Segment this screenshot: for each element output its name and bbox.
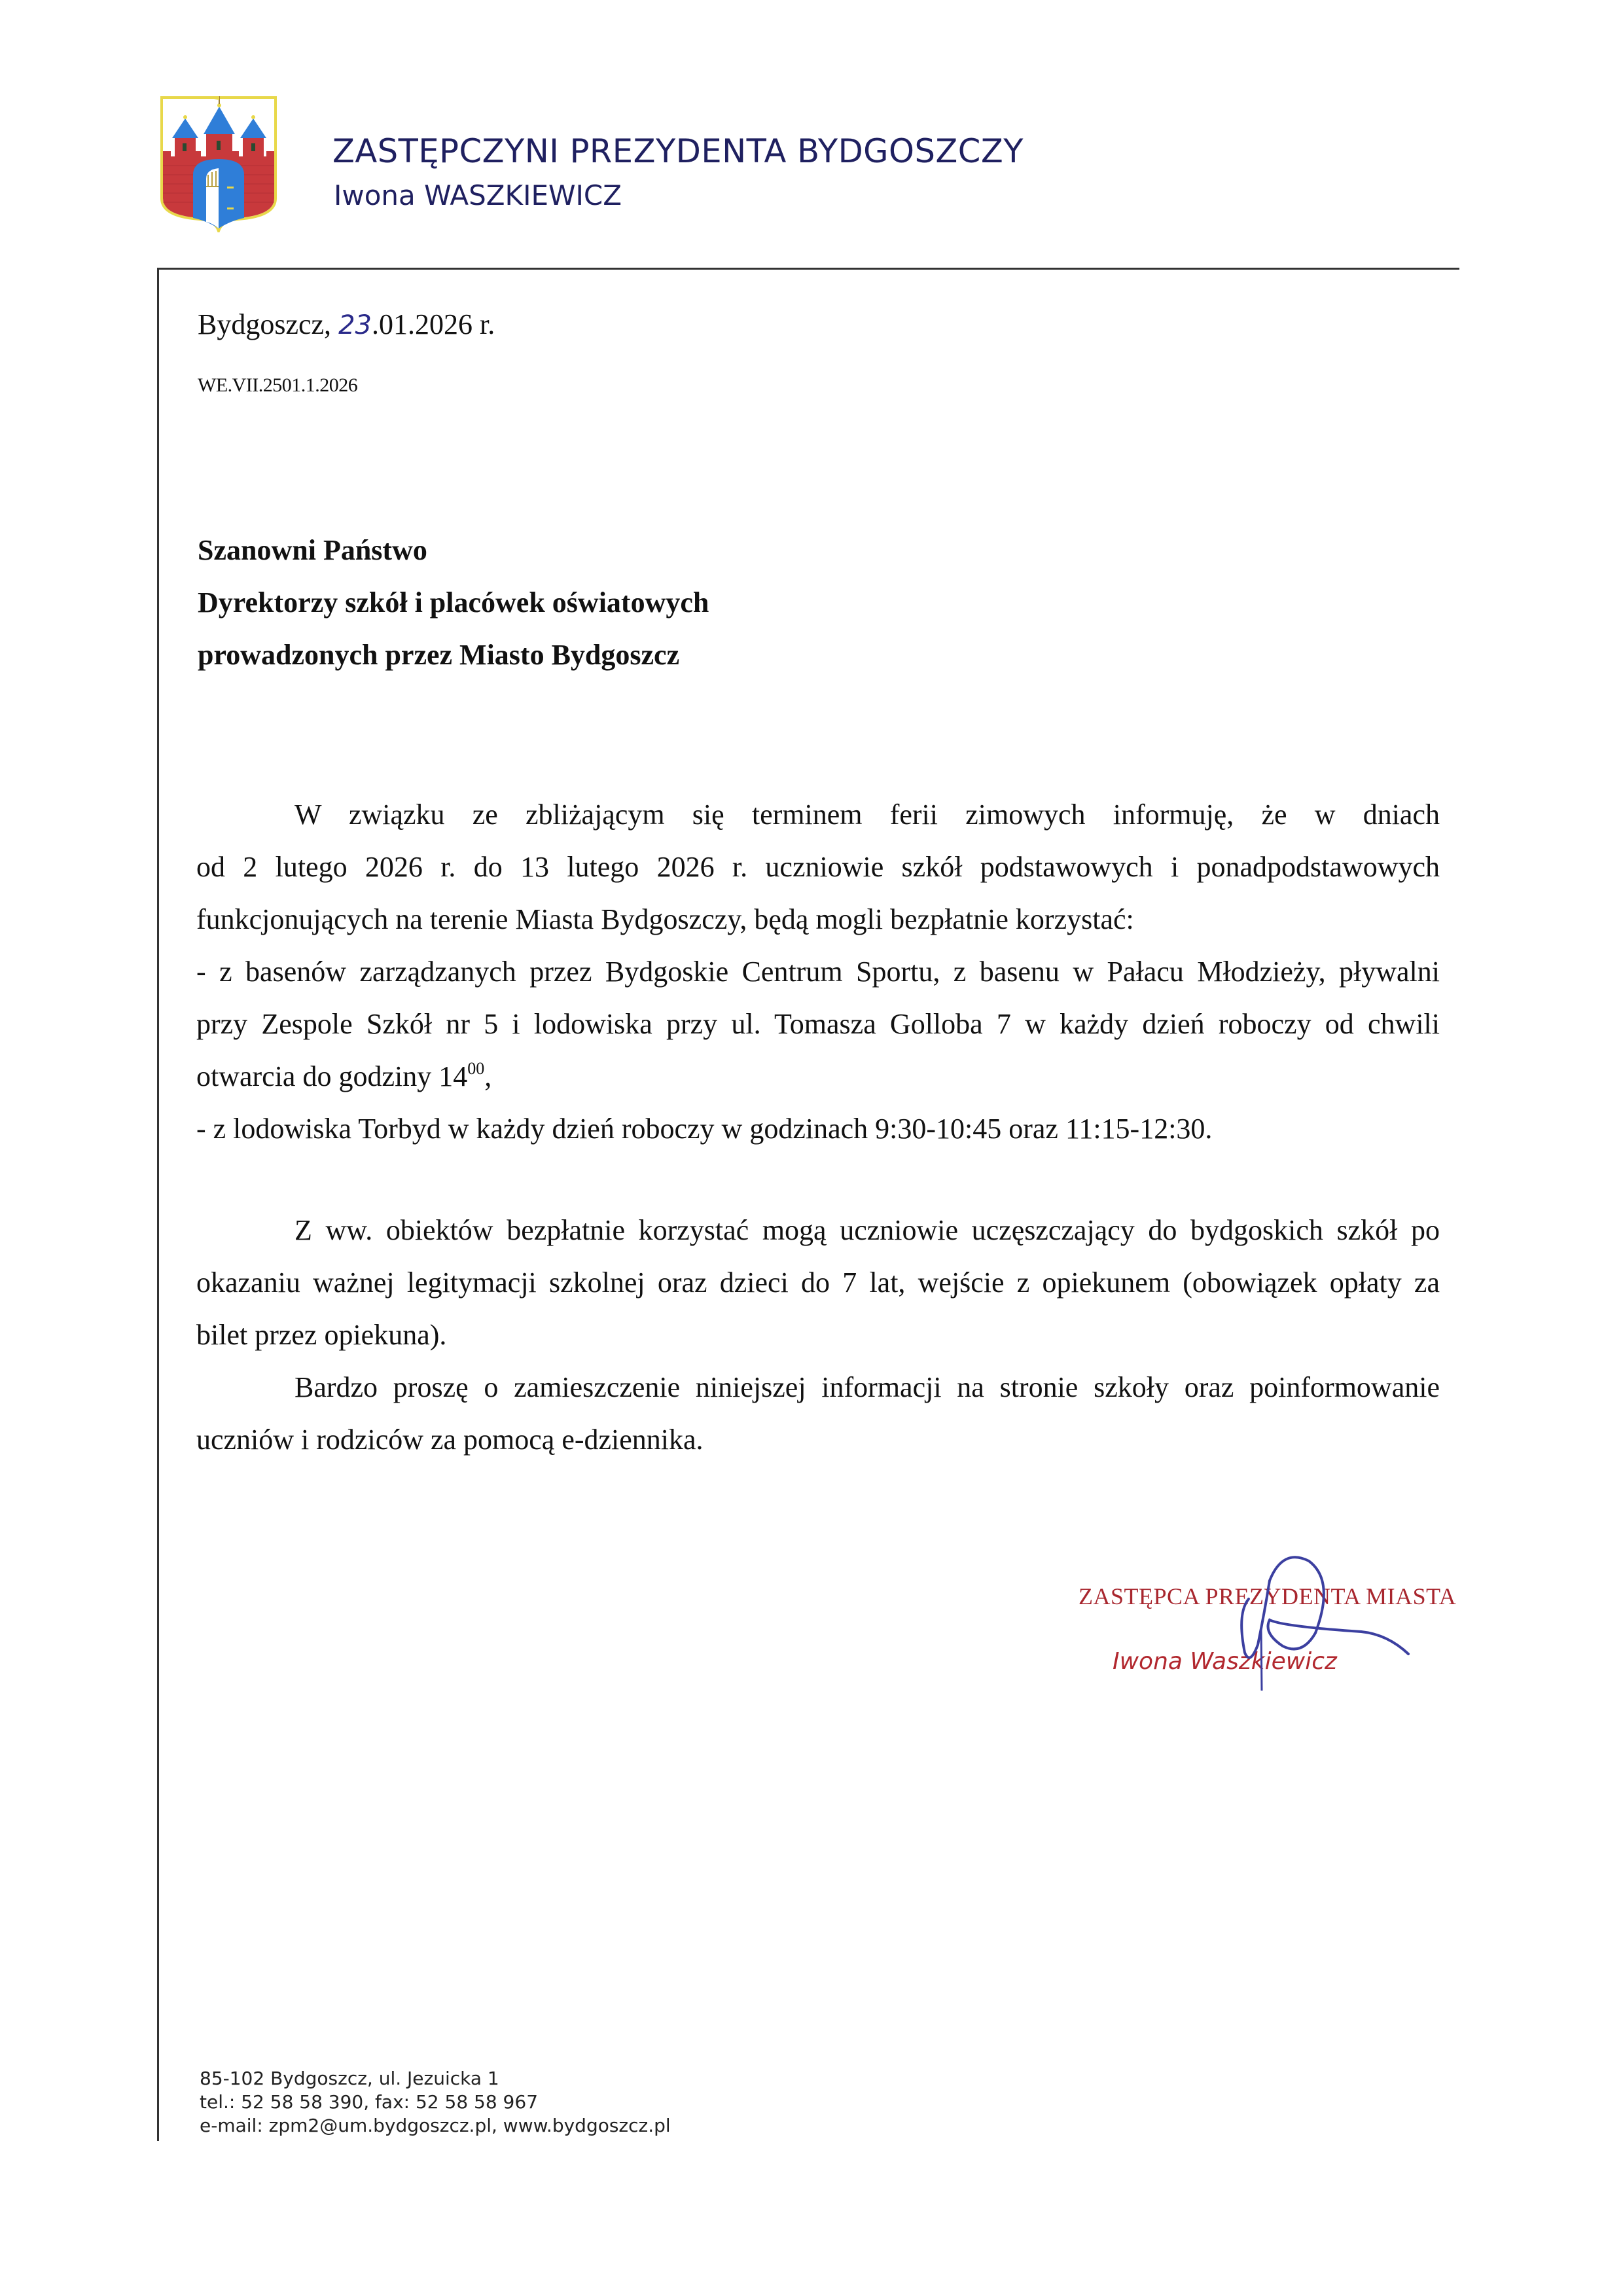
p2-line: Z ww. obiektów bezpłatnie korzystać mogą uczniowie uczęszczający do bydgoskich szkół po xyxy=(294,1214,1440,1246)
p1-line: W związku ze zbliżającym się terminem ferii zimowych informuję, że w dniach xyxy=(294,798,1440,831)
letterhead-name: Iwona WASZKIEWICZ xyxy=(334,179,622,211)
time-superscript: 00 xyxy=(467,1059,485,1078)
footer-address: 85-102 Bydgoszcz, ul. Jezuicka 1 xyxy=(200,2068,499,2089)
margin-rule xyxy=(157,268,159,2141)
recipient-line-2: Dyrektorzy szkół i placówek oświatowych xyxy=(198,586,709,619)
signature-stamp-title: ZASTĘPCA PREZYDENTA MIASTA xyxy=(1079,1583,1457,1609)
p1-line: od 2 lutego 2026 r. do 13 lutego 2026 r. uczniowie szkół podstawowych i ponadpodstawowych xyxy=(196,851,1440,883)
paragraph-1 xyxy=(196,789,1440,1155)
p2-line: okazaniu ważnej legitymacji szkolnej oraz dzieci do 7 lat, wejście z opiekunem (obowiązek opłaty za xyxy=(196,1266,1440,1299)
p1-line: - z lodowiska Torbyd w każdy dzień roboczy w godzinach 9:30-10:45 oraz 11:15-12:30. xyxy=(196,1113,1213,1145)
p3-line: uczniów i rodziców za pomocą e-dziennika. xyxy=(196,1424,704,1456)
signature-stamp-name: Iwona Waszkiewicz xyxy=(1113,1648,1337,1675)
letterhead-title: ZASTĘPCZYNI PREZYDENTA BYDGOSZCZY xyxy=(332,132,1024,170)
handwritten-signature-icon xyxy=(1073,1535,1440,1692)
paragraph-2 xyxy=(196,1204,1440,1361)
p1-line-text: otwarcia do godziny 14 xyxy=(196,1060,468,1092)
p1-line-end: , xyxy=(484,1060,492,1092)
recipient-greeting: Szanowni Państwo xyxy=(198,534,427,566)
date-handwritten-day: 23 xyxy=(338,310,372,340)
date-suffix: .01.2026 r. xyxy=(371,308,495,340)
p1-line: - z basenów zarządzanych przez Bydgoskie Centrum Sportu, z basenu w Pałacu Młodzieży, pływalni xyxy=(196,956,1440,988)
p1-line xyxy=(196,1050,1440,1103)
p1-line: przy Zespole Szkół nr 5 i lodowiska przy ul. Tomasza Golloba 7 w każdy dzień roboczy od chwili xyxy=(196,1008,1440,1040)
header-divider xyxy=(158,268,1459,270)
p2-line: bilet przez opiekuna). xyxy=(196,1319,447,1351)
bydgoszcz-coat-of-arms-icon xyxy=(159,94,278,232)
footer-contact xyxy=(200,2067,671,2138)
paragraph-3 xyxy=(196,1361,1440,1466)
recipient-line-3: prowadzonych przez Miasto Bydgoszcz xyxy=(198,639,680,671)
letter-date xyxy=(198,308,495,341)
p1-line: funkcjonujących na terenie Miasta Bydgoszczy, będą mogli bezpłatnie korzystać: xyxy=(196,903,1134,935)
reference-number: WE.VII.2501.1.2026 xyxy=(198,374,358,396)
p3-line: Bardzo proszę o zamieszczenie niniejszej informacji na stronie szkoły oraz poinformowanie xyxy=(294,1371,1440,1403)
footer-phone: tel.: 52 58 58 390, fax: 52 58 58 967 xyxy=(200,2091,539,2113)
footer-email-web: e-mail: zpm2@um.bydgoszcz.pl, www.bydgoszcz.pl xyxy=(200,2115,671,2136)
date-prefix: Bydgoszcz, xyxy=(198,308,339,340)
